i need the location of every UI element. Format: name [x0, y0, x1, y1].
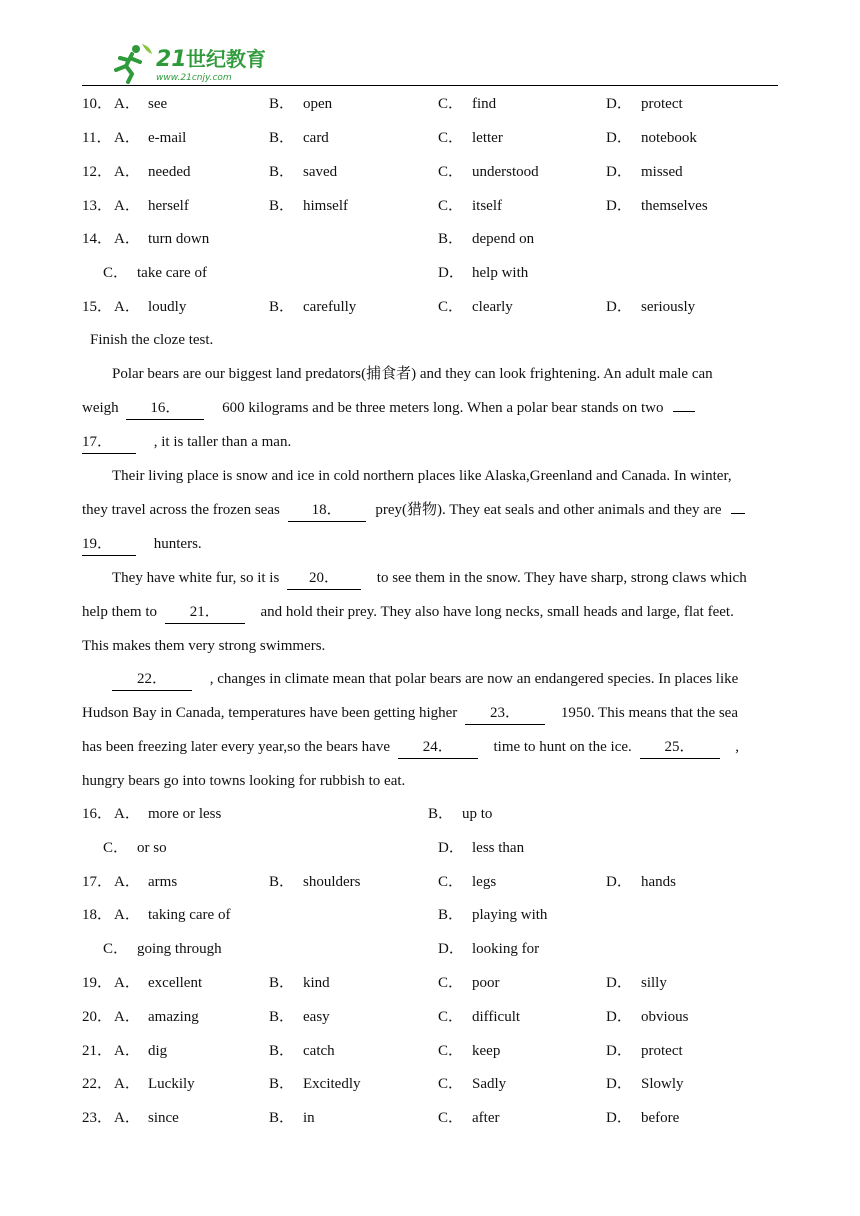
option-d-label: D． — [606, 1009, 632, 1025]
option-d-label: D． — [606, 130, 632, 146]
option-d-label: D． — [606, 874, 632, 890]
question-number: 22． — [82, 1076, 113, 1092]
option-d-label: D． — [606, 1076, 632, 1092]
option-b-label: B． — [269, 1043, 295, 1059]
option-c-text: after — [472, 1110, 500, 1126]
passage-line — [82, 527, 782, 561]
option-c-text: understood — [472, 164, 539, 180]
option-d-label: D． — [606, 164, 632, 180]
option-a-text: herself — [148, 198, 189, 214]
option-a-text: turn down — [148, 231, 210, 247]
option-d-label: D． — [606, 1043, 632, 1059]
option-b-text: depend on — [472, 231, 535, 247]
question-number: 16． — [82, 806, 113, 822]
option-a-text: arms — [148, 874, 178, 890]
option-b-text: easy — [303, 1009, 330, 1025]
passage-text: they travel across the frozen seas — [82, 502, 280, 518]
option-d-text: notebook — [641, 130, 697, 146]
option-d-text: seriously — [641, 299, 696, 315]
passage-text: weigh — [82, 400, 119, 416]
blank-17[interactable]: 17． — [82, 431, 136, 454]
passage-line — [82, 730, 782, 764]
option-b-label: B． — [428, 806, 454, 822]
passage-text: and hold their prey. They also have long necks, small heads and large, flat feet. — [260, 604, 734, 620]
passage-text: , — [735, 739, 740, 755]
question-number: 18． — [82, 907, 113, 923]
option-a-label: A． — [114, 130, 140, 146]
option-b-text: in — [303, 1110, 315, 1126]
option-a-label: A． — [114, 975, 140, 991]
option-c-text: going through — [137, 941, 222, 957]
option-d-label: D． — [606, 299, 632, 315]
option-a-label: A． — [114, 198, 140, 214]
option-c-label: C． — [438, 1043, 464, 1059]
option-b-text: carefully — [303, 299, 357, 315]
blank-23[interactable]: 23． — [465, 702, 545, 725]
option-a-text: since — [148, 1110, 179, 1126]
option-d-label: D． — [606, 975, 632, 991]
option-b-text: up to — [462, 806, 493, 822]
blank-19-start — [731, 513, 745, 514]
option-d-label: D． — [606, 96, 632, 112]
option-d-text: before — [641, 1110, 680, 1126]
option-c-label: C． — [438, 1076, 464, 1092]
option-d-label: D． — [606, 198, 632, 214]
question-number: 19． — [82, 975, 113, 991]
option-a-label: A． — [114, 806, 140, 822]
option-c-label: C． — [103, 840, 129, 856]
option-d-text: obvious — [641, 1009, 689, 1025]
option-b-label: B． — [269, 975, 295, 991]
option-d-label: D． — [606, 1110, 632, 1126]
option-b-text: open — [303, 96, 333, 112]
header-rule — [82, 85, 778, 86]
option-c-text: difficult — [472, 1009, 521, 1025]
blank-25[interactable]: 25． — [640, 736, 720, 759]
option-c-label: C． — [438, 130, 464, 146]
option-a-text: see — [148, 96, 168, 112]
passage-text: , it is taller than a man. — [153, 434, 292, 450]
option-c-text: legs — [472, 874, 497, 890]
passage-line: Their living place is snow and ice in cold northern places like Alaska,Greenland and Canada. In winter, — [112, 468, 732, 484]
option-c-text: poor — [472, 975, 500, 991]
option-b-text: catch — [303, 1043, 335, 1059]
blank-18[interactable]: 18． — [288, 499, 366, 522]
passage-line: This makes them very strong swimmers. — [82, 638, 326, 654]
question-number: 10． — [82, 96, 113, 112]
option-d-text: less than — [472, 840, 525, 856]
svg-text:21: 21 — [156, 47, 187, 72]
option-b-label: B． — [438, 231, 464, 247]
option-b-label: B． — [269, 874, 295, 890]
option-c-text: keep — [472, 1043, 501, 1059]
option-d-label: D． — [438, 840, 464, 856]
passage-text: time to hunt on the ice. — [493, 739, 632, 755]
option-c-label: C． — [103, 265, 129, 281]
option-c-text: clearly — [472, 299, 513, 315]
question-number: 17． — [82, 874, 113, 890]
option-b-label: B． — [269, 1076, 295, 1092]
option-a-label: A． — [114, 874, 140, 890]
option-a-label: A． — [114, 1110, 140, 1126]
blank-19[interactable]: 19． — [82, 533, 136, 556]
question-number: 21． — [82, 1043, 113, 1059]
option-b-text: saved — [303, 164, 338, 180]
svg-text:世纪教育: 世纪教育 — [186, 47, 266, 71]
passage-text: 1950. This means that the sea — [560, 705, 738, 721]
option-a-label: A． — [114, 164, 140, 180]
option-b-text: shoulders — [303, 874, 361, 890]
option-b-text: himself — [303, 198, 348, 214]
logo-21cnjy — [102, 40, 302, 84]
option-c-label: C． — [438, 164, 464, 180]
passage-line — [82, 696, 782, 730]
option-a-label: A． — [114, 299, 140, 315]
option-c-text: itself — [472, 198, 502, 214]
option-d-text: hands — [641, 874, 676, 890]
option-c-label: C． — [438, 1009, 464, 1025]
option-d-text: silly — [641, 975, 667, 991]
option-b-text: Excitedly — [303, 1076, 361, 1092]
page-header — [82, 40, 778, 86]
option-b-label: B． — [269, 96, 295, 112]
option-d-text: looking for — [472, 941, 540, 957]
option-a-text: taking care of — [148, 907, 231, 923]
blank-21[interactable]: 21． — [165, 601, 245, 624]
option-c-text: Sadly — [472, 1076, 507, 1092]
option-c-label: C． — [103, 941, 129, 957]
option-a-label: A． — [114, 231, 140, 247]
option-d-label: D． — [438, 941, 464, 957]
option-c-label: C． — [438, 1110, 464, 1126]
option-a-text: loudly — [148, 299, 187, 315]
option-c-label: C． — [438, 96, 464, 112]
option-c-label: C． — [438, 874, 464, 890]
option-b-label: B． — [269, 198, 295, 214]
passage-line — [82, 493, 782, 527]
option-b-label: B． — [269, 1110, 295, 1126]
option-a-text: dig — [148, 1043, 168, 1059]
option-c-label: C． — [438, 975, 464, 991]
question-number: 20． — [82, 1009, 113, 1025]
option-b-label: B． — [269, 130, 295, 146]
instruction-text: Finish the cloze test. — [90, 332, 214, 348]
option-d-text: protect — [641, 1043, 683, 1059]
option-d-text: help with — [472, 265, 529, 281]
question-number: 14． — [82, 231, 113, 247]
option-a-text: amazing — [148, 1009, 199, 1025]
passage-text: Hudson Bay in Canada, temperatures have been getting higher — [82, 705, 458, 721]
option-b-label: B． — [438, 907, 464, 923]
option-a-label: A． — [114, 1043, 140, 1059]
blank-17-start — [673, 411, 695, 412]
option-b-text: playing with — [472, 907, 548, 923]
passage-text: hunters. — [153, 536, 202, 552]
option-b-label: B． — [269, 299, 295, 315]
option-b-text: card — [303, 130, 329, 146]
option-c-label: C． — [438, 299, 464, 315]
passage-text: prey(猎物). They eat seals and other animals and they are — [375, 502, 722, 518]
passage-line: Polar bears are our biggest land predators(捕食者) and they can look frightening. An adult male can — [112, 366, 713, 382]
blank-24[interactable]: 24． — [398, 736, 478, 759]
option-a-label: A． — [114, 1009, 140, 1025]
option-c-text: or so — [137, 840, 167, 856]
option-a-text: needed — [148, 164, 191, 180]
blank-22[interactable]: 22． — [112, 668, 192, 691]
question-number: 12． — [82, 164, 113, 180]
passage-line — [112, 662, 812, 696]
option-d-text: themselves — [641, 198, 708, 214]
option-d-label: D． — [438, 265, 464, 281]
option-c-text: letter — [472, 130, 503, 146]
option-a-label: A． — [114, 1076, 140, 1092]
passage-line — [112, 561, 812, 595]
option-a-text: e-mail — [148, 130, 187, 146]
question-number: 15． — [82, 299, 113, 315]
option-a-text: excellent — [148, 975, 203, 991]
passage-line — [82, 425, 782, 459]
option-d-text: protect — [641, 96, 683, 112]
option-c-label: C． — [438, 198, 464, 214]
passage-text: They have white fur, so it is — [112, 570, 280, 586]
blank-16[interactable]: 16． — [126, 397, 204, 420]
option-a-label: A． — [114, 907, 140, 923]
option-a-text: more or less — [148, 806, 222, 822]
option-b-label: B． — [269, 1009, 295, 1025]
option-a-text: Luckily — [148, 1076, 195, 1092]
question-number: 11． — [82, 130, 112, 146]
passage-text: help them to — [82, 604, 157, 620]
passage-text: has been freezing later every year,so the bears have — [82, 739, 390, 755]
passage-line — [82, 595, 782, 629]
svg-text:www.21cnjy.com: www.21cnjy.com — [156, 73, 232, 83]
passage-text: , changes in climate mean that polar bears are now an endangered species. In places like — [209, 671, 739, 687]
option-d-text: Slowly — [641, 1076, 684, 1092]
blank-20[interactable]: 20． — [287, 567, 361, 590]
question-number: 13． — [82, 198, 113, 214]
passage-text: 600 kilograms and be three meters long. When a polar bear stands on two — [222, 400, 664, 416]
option-b-label: B． — [269, 164, 295, 180]
passage-line — [82, 391, 782, 425]
option-c-text: find — [472, 96, 497, 112]
question-number: 23． — [82, 1110, 113, 1126]
option-c-text: take care of — [137, 265, 207, 281]
option-a-label: A． — [114, 96, 140, 112]
option-b-text: kind — [303, 975, 330, 991]
passage-line: hungry bears go into towns looking for rubbish to eat. — [82, 773, 406, 789]
option-d-text: missed — [641, 164, 683, 180]
passage-text: to see them in the snow. They have sharp, strong claws which — [376, 570, 747, 586]
